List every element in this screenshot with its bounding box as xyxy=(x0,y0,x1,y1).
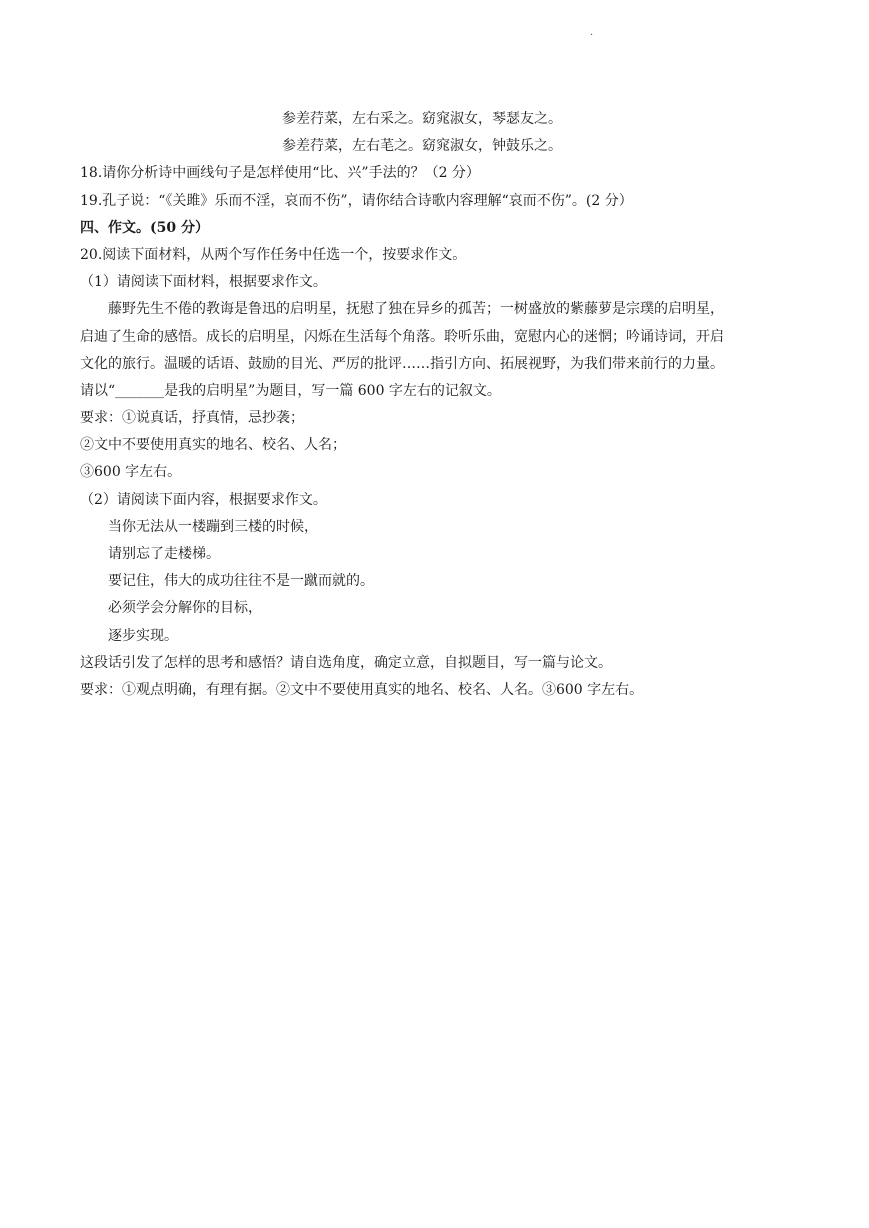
header-mark: · xyxy=(590,30,594,41)
task2-intro: （2）请阅读下面内容，根据要求作文。 xyxy=(80,491,327,508)
poem-line: 参差荇菜，左右采之。窈窕淑女，琴瑟友之。 xyxy=(282,111,562,127)
question-19: 19.孔子说：“《关雎》乐而不淫，哀而不伤”，请你结合诗歌内容理解“哀而不伤”。(2 分） xyxy=(80,192,633,209)
task1-requirement: 要求：①说真话，抒真情，忌抄袭； xyxy=(80,410,304,427)
task1-intro: （1）请阅读下面材料，根据要求作文。 xyxy=(80,274,327,291)
question-20: 20.阅读下面材料，从两个写作任务中任选一个，按要求作文。 xyxy=(80,246,467,263)
task1-requirement: ③600 字左右。 xyxy=(80,464,182,481)
task2-verse-line: 必须学会分解你的目标， xyxy=(108,600,262,617)
question-18: 18.请你分析诗中画线句子是怎样使用“比、兴”手法的？（2 分） xyxy=(80,165,480,182)
section-title: 四、作文。(50 分） xyxy=(80,219,209,236)
task1-material-line: 启迪了生命的感悟。成长的启明星，闪烁在生活每个角落。聆听乐曲，宽慰内心的迷惘；吟诵诗词，开启 xyxy=(80,328,724,345)
task2-verse-line: 当你无法从一楼蹦到三楼的时候， xyxy=(108,518,318,535)
task2-requirements: 要求：①观点明确，有理有据。②文中不要使用真实的地名、校名、人名。③600 字左右。 xyxy=(80,681,644,698)
task2-verse-line: 逐步实现。 xyxy=(108,627,178,644)
task1-requirement: ②文中不要使用真实的地名、校名、人名； xyxy=(80,437,346,454)
task1-material-line: 藤野先生不倦的教诲是鲁迅的启明星，抚慰了独在异乡的孤苦；一树盛放的紫藤萝是宗璞的启明星， xyxy=(108,301,724,318)
task2-prompt: 这段话引发了怎样的思考和感悟？请自选角度，确定立意，自拟题目，写一篇与论文。 xyxy=(80,654,612,671)
poem-line: 参差荇菜，左右芼之。窈窕淑女，钟鼓乐之。 xyxy=(282,138,562,155)
task1-material-line: 文化的旅行。温暖的话语、鼓励的目光、严厉的批评……指引方向、拓展视野，为我们带来前行的力量。 xyxy=(80,355,724,372)
task1-prompt: 请以“_______是我的启明星”为题目，写一篇 600 字左右的记叙文。 xyxy=(80,382,501,399)
task2-verse-line: 要记住，伟大的成功往往不是一蹴而就的。 xyxy=(108,573,374,590)
task2-verse-line: 请别忘了走楼梯。 xyxy=(108,546,220,562)
document-content xyxy=(80,106,800,704)
